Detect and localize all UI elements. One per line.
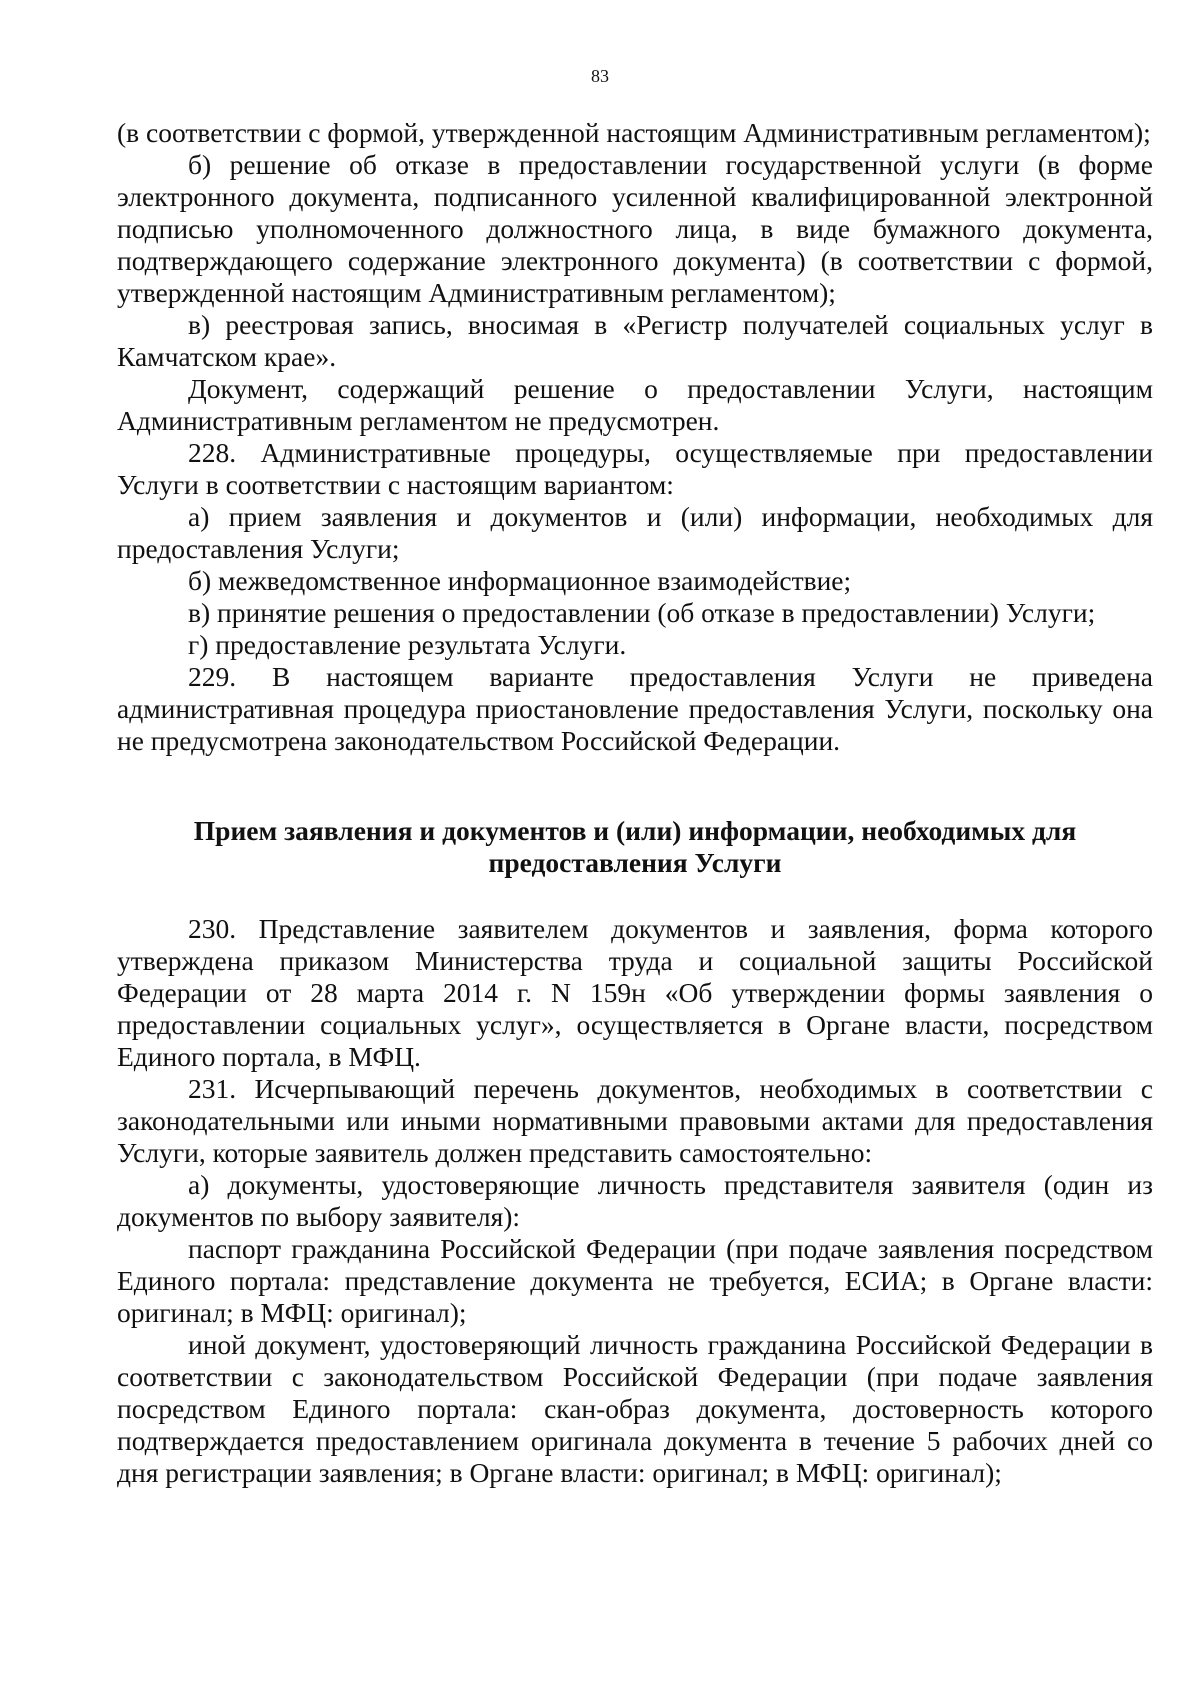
paragraph-228-item-v: в) принятие решения о предоставлении (об отказе в предоставлении) Услуги; (188, 597, 1096, 628)
document-body (117, 117, 1153, 1489)
paragraph-other-id-document: иной документ, удостоверяющий личность гражданина Российской Федерации в соответствии с законодательством Российской Федерации (при подаче заявления посредством Единого портала: скан-образ документа, достоверность которого подтверждается предоставлением оригинала документа в течение 5 рабочих дней со дня регистрации заявления; в Органе власти: оригинал; в МФЦ: оригинал); (117, 1329, 1153, 1488)
paragraph-230: 230. Представление заявителем документов и заявления, форма которого утверждена приказом Министерства труда и социальной защиты Российской Федерации от 28 марта 2014 г. N 159н «Об утверждении формы заявления о предоставлении социальных услуг», осуществляется в Органе власти, посредством Единого портала, в МФЦ. (117, 913, 1153, 1072)
paragraph-228-item-b: б) межведомственное информационное взаимодействие; (188, 565, 852, 596)
paragraph-228-item-g: г) предоставление результата Услуги. (188, 629, 627, 660)
section-heading (117, 815, 1153, 879)
paragraph-229: 229. В настоящем варианте предоставления Услуги не приведена административная процедура приостановление предоставления Услуги, поскольку она не предусмотрена законодательством Российской Федерации. (117, 661, 1153, 756)
paragraph-continuation: (в соответствии с формой, утвержденной настоящим Административным регламентом); (117, 117, 1151, 148)
section-heading-line-2: предоставления Услуги (488, 847, 782, 878)
paragraph-passport: паспорт гражданина Российской Федерации (при подаче заявления посредством Единого портала: представление документа не требуется, ЕСИА; в Органе власти: оригинал; в МФЦ: оригинал); (117, 1233, 1153, 1328)
paragraph-item-v-registry: в) реестровая запись, вносимая в «Регистр получателей социальных услуг в Камчатском крае». (117, 309, 1153, 372)
paragraph-228-item-a: а) прием заявления и документов и (или) информации, необходимых для предоставления Услуги; (117, 501, 1153, 564)
paragraph-item-b-refusal: б) решение об отказе в предоставлении государственной услуги (в форме электронного документа, подписанного усиленной квалифицированной электронной подписью уполномоченного должностного лица, в виде бумажного документа, подтверждающего содержание электронного документа) (в соответствии с формой, утвержденной настоящим Административным регламентом); (117, 149, 1153, 308)
paragraph-231-item-a: а) документы, удостоверяющие личность представителя заявителя (один из документов по выбору заявителя): (117, 1169, 1153, 1232)
page-number: 83 (591, 66, 609, 86)
section-heading-line-1: Прием заявления и документов и (или) информации, необходимых для (193, 815, 1077, 846)
paragraph-document-decision: Документ, содержащий решение о предоставлении Услуги, настоящим Административным регламентом не предусмотрен. (117, 373, 1153, 436)
paragraph-228: 228. Административные процедуры, осуществляемые при предоставлении Услуги в соответствии с настоящим вариантом: (117, 437, 1153, 500)
paragraph-231: 231. Исчерпывающий перечень документов, необходимых в соответствии с законодательными или иными нормативными правовыми актами для предоставления Услуги, которые заявитель должен представить самостоятельно: (117, 1073, 1153, 1168)
